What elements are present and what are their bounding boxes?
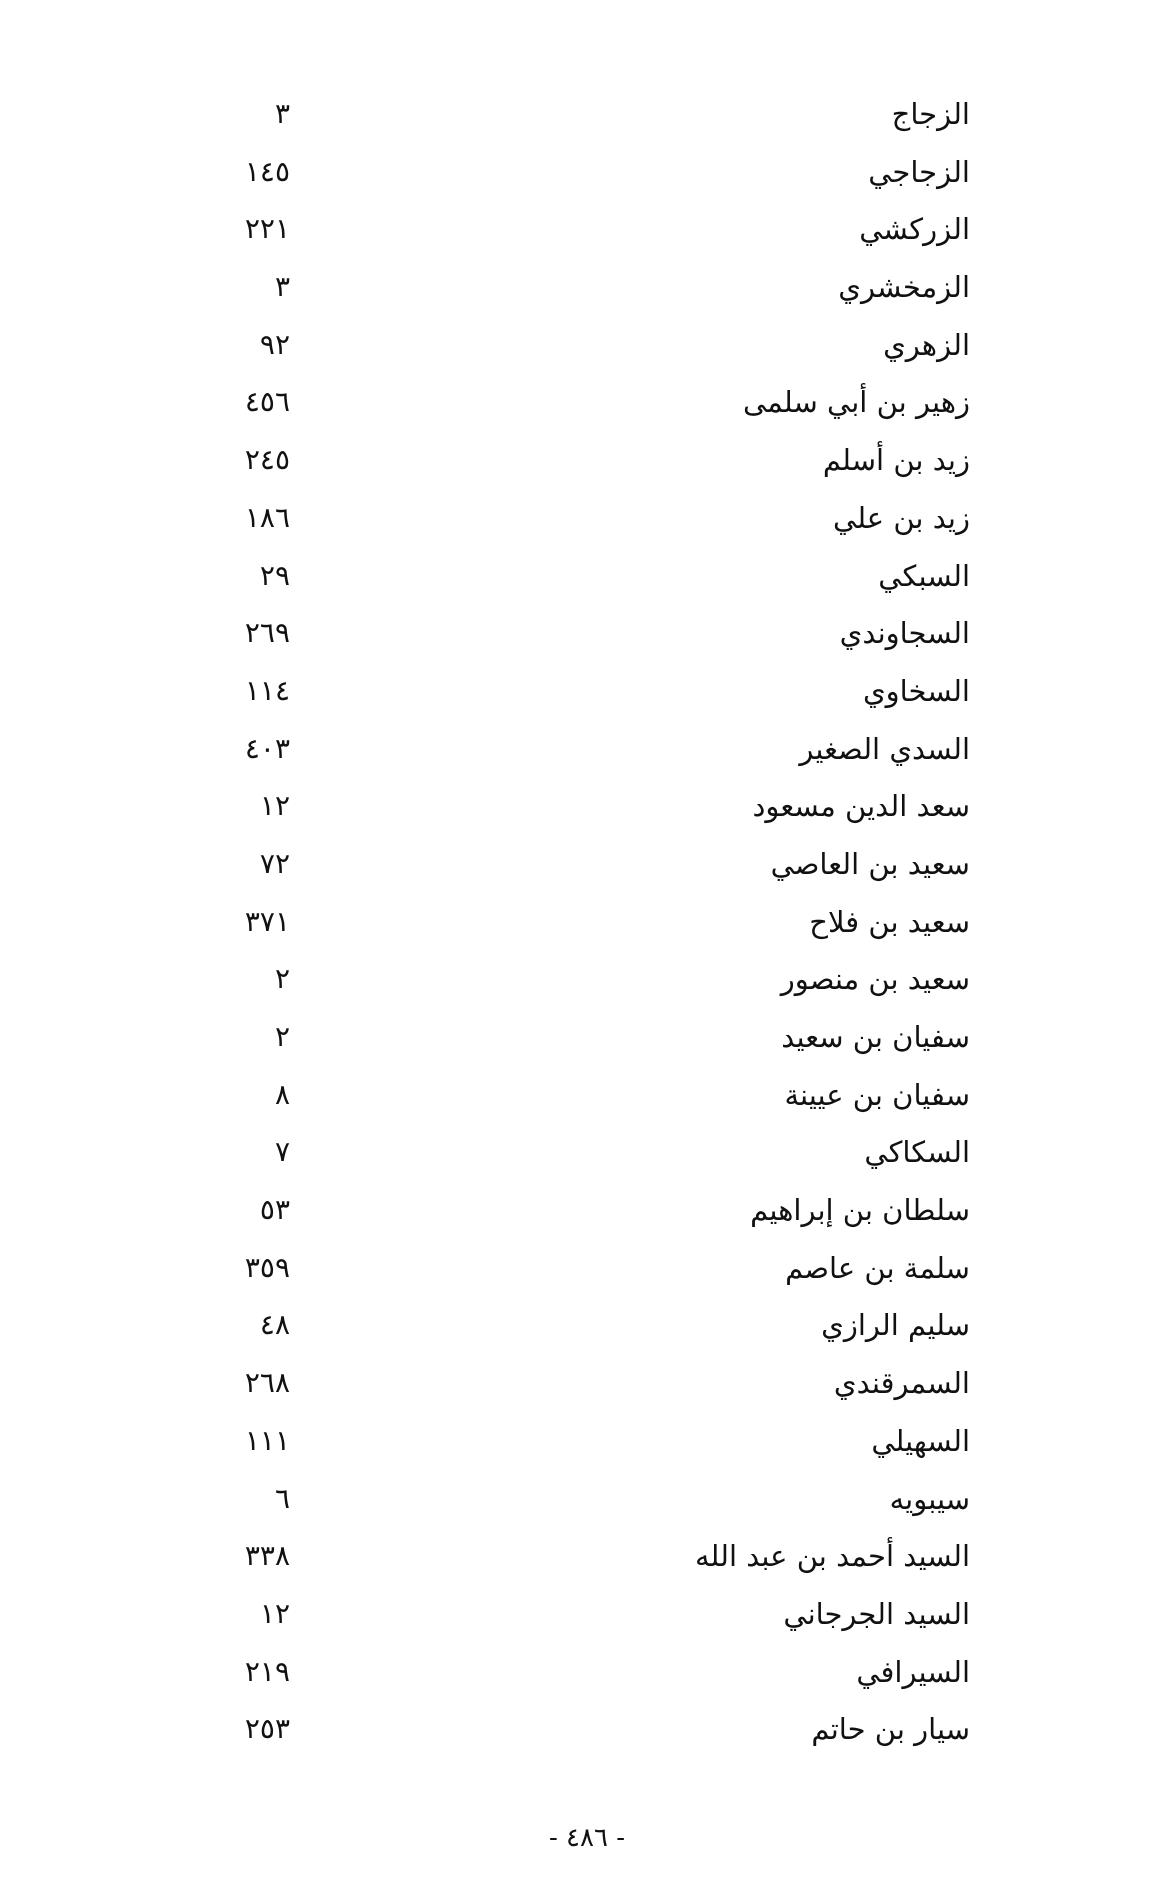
entry-name: سليم الرازي bbox=[821, 1308, 970, 1343]
entry-name: سفيان بن سعيد bbox=[781, 1020, 970, 1054]
entry-page-number: ٣٣٨ bbox=[244, 1539, 290, 1573]
index-entry bbox=[210, 434, 970, 492]
entry-page-number: ٣٧١ bbox=[244, 904, 290, 938]
entry-name: السيد أحمد بن عبد الله bbox=[694, 1539, 970, 1574]
entry-page-number: ٢٩ bbox=[259, 558, 290, 592]
entry-name: السدي الصغير bbox=[799, 731, 970, 766]
entry-name: سيبويه bbox=[889, 1481, 970, 1516]
entry-page-number: ٢٦٩ bbox=[244, 616, 290, 650]
page-number: - ٤٨٦ - bbox=[548, 1823, 626, 1853]
entry-name: سعيد بن العاصي bbox=[770, 846, 970, 881]
index-entry bbox=[210, 1184, 970, 1242]
index-entry bbox=[210, 319, 970, 377]
entry-page-number: ٩٢ bbox=[259, 327, 290, 361]
entry-page-number: ٢١٩ bbox=[244, 1654, 290, 1688]
index-entry bbox=[210, 88, 970, 146]
index-entry bbox=[210, 665, 970, 723]
index-entry bbox=[210, 1588, 970, 1646]
entry-name: السخاوي bbox=[862, 673, 970, 708]
index-entry bbox=[210, 896, 970, 954]
index-entry bbox=[210, 723, 970, 781]
index-entry bbox=[210, 203, 970, 261]
entry-page-number: ٢ bbox=[274, 1020, 290, 1053]
entry-name: سلطان بن إبراهيم bbox=[750, 1193, 970, 1228]
index-entry bbox=[210, 838, 970, 896]
index-list bbox=[210, 88, 970, 1761]
entry-name: الزجاج bbox=[891, 97, 970, 131]
entry-name: الزجاجي bbox=[868, 154, 970, 189]
index-entry bbox=[210, 1299, 970, 1357]
entry-name: السيرافي bbox=[856, 1654, 970, 1689]
entry-page-number: ٣ bbox=[274, 270, 290, 304]
entry-page-number: ١٢ bbox=[259, 789, 290, 823]
entry-name: زهير بن أبي سلمى bbox=[743, 385, 970, 420]
entry-name: الزمخشري bbox=[838, 270, 970, 305]
entry-name: سعيد بن فلاح bbox=[809, 904, 970, 939]
index-entry bbox=[210, 780, 970, 838]
index-entry bbox=[210, 1242, 970, 1300]
entry-page-number: ٢ bbox=[274, 962, 290, 996]
entry-page-number: ٢٦٨ bbox=[244, 1366, 290, 1400]
index-entry bbox=[210, 1473, 970, 1531]
entry-page-number: ١٢ bbox=[259, 1596, 290, 1630]
entry-name: سعد الدين مسعود bbox=[752, 789, 970, 824]
entry-page-number: ٧٢ bbox=[259, 846, 290, 880]
entry-name: سلمة بن عاصم bbox=[785, 1250, 970, 1285]
entry-page-number: ٢٢١ bbox=[244, 212, 290, 246]
entry-page-number: ٨ bbox=[274, 1077, 290, 1111]
entry-page-number: ٥٣ bbox=[259, 1193, 290, 1227]
index-entry bbox=[210, 1646, 970, 1704]
entry-name: السمرقندي bbox=[833, 1366, 970, 1401]
index-entry bbox=[210, 1126, 970, 1184]
index-entry bbox=[210, 607, 970, 665]
entry-page-number: ٧ bbox=[274, 1135, 290, 1169]
entry-name: سيار بن حاتم bbox=[811, 1712, 970, 1747]
index-entry bbox=[210, 1703, 970, 1761]
index-entry bbox=[210, 376, 970, 434]
entry-page-number: ٤٠٣ bbox=[244, 731, 290, 765]
index-entry bbox=[210, 953, 970, 1011]
index-entry bbox=[210, 1011, 970, 1069]
index-entry bbox=[210, 492, 970, 550]
entry-page-number: ١٤٥ bbox=[244, 154, 290, 188]
entry-page-number: ٢٥٣ bbox=[244, 1712, 290, 1746]
entry-page-number: ٤٥٦ bbox=[244, 385, 290, 419]
entry-page-number: ٤٨ bbox=[259, 1308, 290, 1342]
entry-name: السجاوندي bbox=[839, 616, 970, 651]
index-entry bbox=[210, 146, 970, 204]
entry-name: السيد الجرجاني bbox=[783, 1596, 970, 1631]
entry-page-number: ١١١ bbox=[244, 1423, 290, 1457]
entry-page-number: ١١٤ bbox=[244, 673, 290, 707]
index-entry bbox=[210, 550, 970, 608]
entry-name: الزركشي bbox=[859, 212, 970, 247]
index-entry bbox=[210, 1415, 970, 1473]
entry-page-number: ٦ bbox=[274, 1481, 290, 1515]
entry-page-number: ٢٤٥ bbox=[244, 443, 290, 477]
index-entry bbox=[210, 261, 970, 319]
entry-name: السبكي bbox=[878, 558, 970, 593]
entry-name: الزهري bbox=[883, 327, 970, 362]
entry-name: السكاكي bbox=[864, 1135, 970, 1170]
entry-name: زيد بن علي bbox=[833, 500, 970, 535]
entry-name: سفيان بن عيينة bbox=[784, 1077, 970, 1112]
index-entry bbox=[210, 1069, 970, 1127]
entry-name: سعيد بن منصور bbox=[780, 962, 970, 997]
index-entry bbox=[210, 1357, 970, 1415]
entry-name: السهيلي bbox=[871, 1423, 970, 1458]
index-entry bbox=[210, 1530, 970, 1588]
entry-page-number: ٣٥٩ bbox=[244, 1250, 290, 1284]
entry-name: زيد بن أسلم bbox=[822, 443, 970, 478]
entry-page-number: ١٨٦ bbox=[244, 500, 290, 534]
entry-page-number: ٣ bbox=[274, 97, 290, 130]
